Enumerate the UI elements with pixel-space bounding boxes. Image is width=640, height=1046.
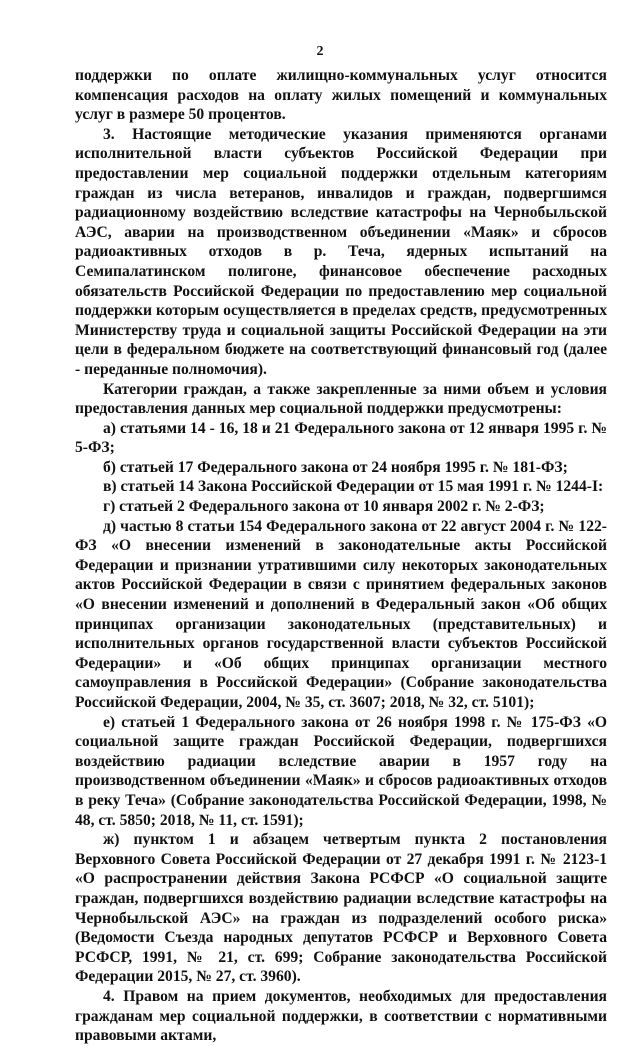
list-item-zh: ж) пунктом 1 и абзацем четвертым пункта 2 постановления Верховного Совета Российской Федерации от 27 декабря 1991 г. № 2123-1 «О распространении действия Закона РСФСР «О социальной защите граждан, подвергшихся воздействию радиации вследствие катастрофы на Чернобыльской АЭС» на граждан из подразделений особого риска» (Ведомости Съезда народных депутатов РСФСР и Верховного Совета РСФСР, 1991, № 21, ст. 699; Собрание законодательства Российской Федерации 2015, № 27, ст. 3960). [75, 831, 607, 986]
list-item-g: г) статьей 2 Федерального закона от 10 января 2002 г. № 2-ФЗ; [103, 498, 545, 516]
paragraph-continuation: поддержки по оплате жилищно-коммунальных услуг относится компенсация расходов на оплату жилых помещений и коммунальных услуг в размере 50 процентов. [75, 67, 607, 124]
list-item-d: д) частью 8 статьи 154 Федерального закона от 22 август 2004 г. № 122-ФЗ «О внесении изменений в законодательные акты Российской Федерации и признании утратившими силу некоторых законодательных актов Российской Федерации в связи с принятием федеральных законов «О внесении изменений и дополнений в Федеральный закон «Об общих принципах организации законодательных (представительных) и исполнительных органов государственной власти субъектов Российской Федерации» и «Об общих принципах организации местного самоуправления в Российской Федерации» (Собрание законодательства Российской Федерации, 2004, № 35, ст. 3607; 2018, № 32, ст. 5101); [75, 517, 607, 711]
document-body [75, 66, 607, 1046]
paragraph-section-4: 4. Правом на прием документов, необходимых для предоставления гражданам мер социальной поддержки, в соответствии с нормативными правовыми актами, [75, 987, 607, 1045]
list-item-a: а) статьями 14 - 16, 18 и 21 Федерального закона от 12 января 1995 г. № 5-ФЗ; [75, 419, 607, 457]
list-item-v: в) статьей 14 Закона Российской Федерации от 15 мая 1991 г. № 1244-I: [103, 478, 604, 496]
paragraph-section-3: 3. Настоящие методические указания применяются органами исполнительной власти субъектов Российской Федерации при предоставлении мер социальной поддержки отдельным категориям граждан из числа ветеранов, инвалидов и граждан, подвергшимся радиационному воздействию вследствие катастрофы на Чернобыльской АЭС, аварии на производственном объединении «Маяк» и сбросов радиоактивных отходов в р. Теча, ядерных испытаний на Семипалатинском полигоне, финансовое обеспечение расходных обязательств Российской Федерации по предоставлению мер социальной поддержки которым осуществляется в пределах средств, предусмотренных Министерству труда и социальной защиты Российской Федерации на эти цели в федеральном бюджете на соответствующий финансовый год (далее - переданные полномочия). [75, 125, 607, 378]
page-number: 2 [316, 44, 324, 59]
list-item-b: б) статьей 17 Федерального закона от 24 ноября 1995 г. № 181-ФЗ; [103, 458, 568, 476]
list-item-e: е) статьей 1 Федерального закона от 26 ноября 1998 г. № 175-ФЗ «О социальной защите граждан Российской Федерации, подвергшихся воздействию радиации вследствие аварии в 1957 году на производственном объединении «Маяк» и сбросов радиоактивных отходов в реку Теча» (Собрание законодательства Российской Федерации, 1998, № 48, ст. 5850; 2018, № 11, ст. 1591); [75, 713, 607, 829]
paragraph-categories: Категории граждан, а также закрепленные за ними объем и условия предоставления данных мер социальной поддержки предусмотрены: [75, 380, 607, 418]
